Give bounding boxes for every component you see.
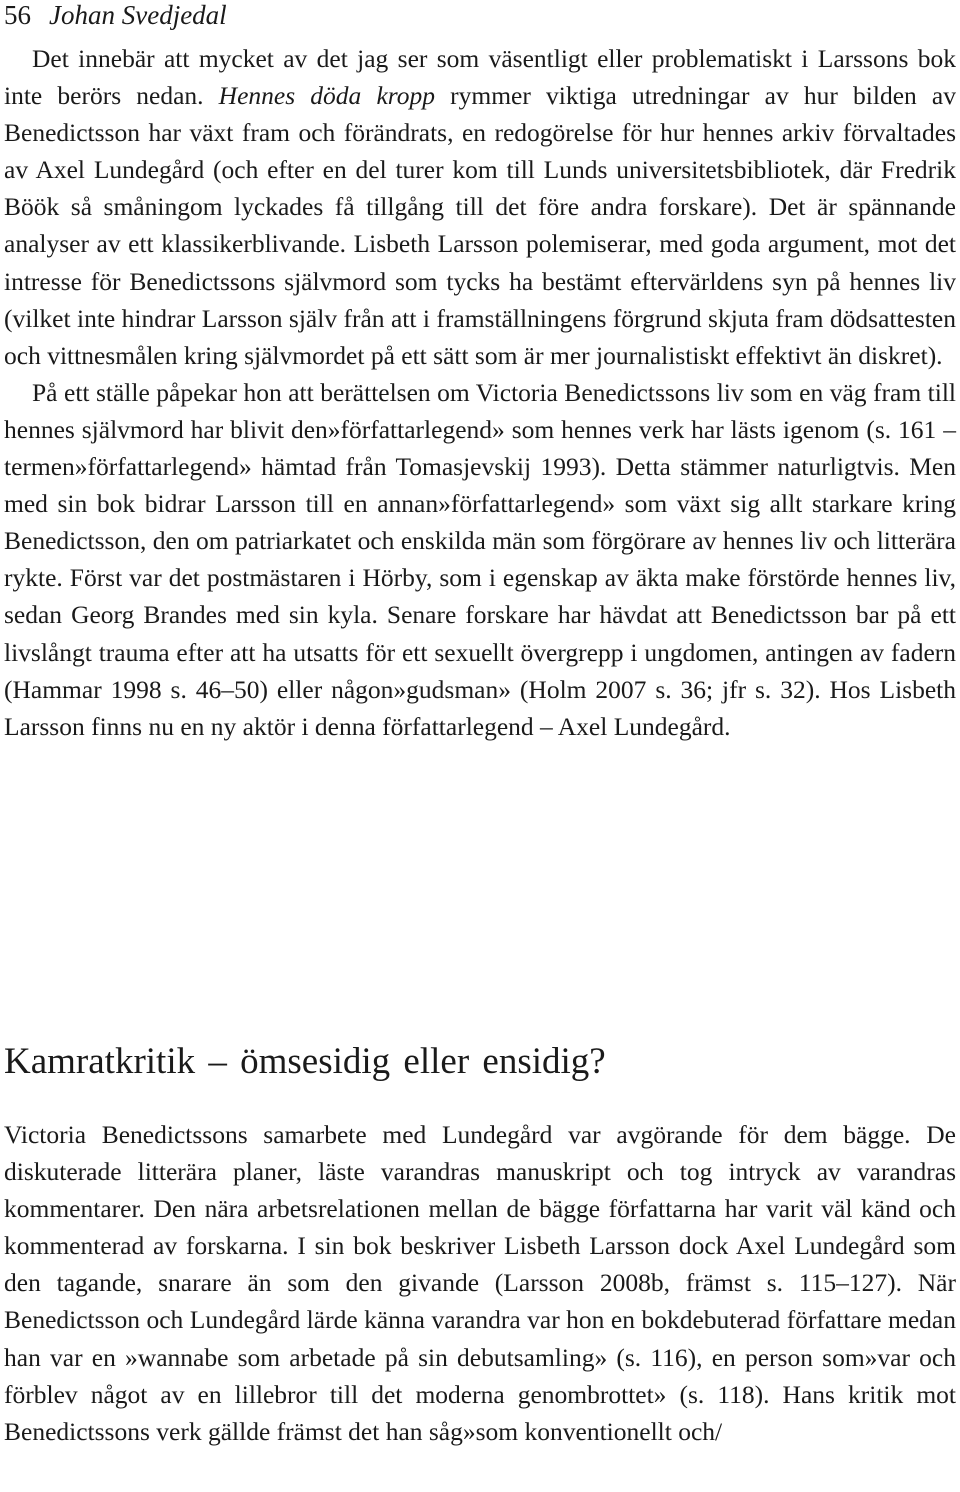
body-section-2 [4,1116,956,1450]
body-section-1 [4,40,956,745]
page [4,0,956,1446]
book-title-italic: Hennes döda kropp [218,81,435,111]
text-run: rymmer viktiga utredningar av hur bilden av Benedictsson har växt fram och förändrats, en redogörelse för hur hennes arkiv förvaltades av Axel Lundegård (och efter en del turer kom till Lunds universitetsbibliotek, där Fredrik Böök så småningom lyckades få tillgång till det före andra forskare). Det är spännande analyser av ett klassikerblivande. Lisbeth Larsson polemiserar, med goda argument, mot det intresse för Benedictssons självmord som tycks ha bestämt eftervärldens syn på hennes liv (vilket inte hindrar Larsson själv från att i framställningens förgrund skjuta fram dödsattesten och vittnesmålen kring självmordet på ett sätt som är mer journalistiskt effektivt än diskret). [4,81,956,370]
text-run: Det innebär att mycket av det jag ser som väsentligt eller problematiskt i Larssons bok inte berörs nedan. [4,44,956,111]
running-header [4,0,956,34]
section-heading: Kamratkritik – ömsesidig eller ensidig? [4,1041,606,1082]
paragraph [4,40,956,374]
text-run: Victoria Benedictssons samarbete med Lundegård var avgörande för dem bägge. De diskuterade litterära planer, läste varandras manuskript och tog intryck av varandras kommentarer. Den nära arbetsrelationen mellan de bägge författarna har varit väl känd och kommenterad av forskarna. I sin bok beskriver Lisbeth Larsson dock Axel Lundegård som den tagande, snarare än som den givande (Larsson 2008b, främst s. 115–127). När Benedictsson och Lundegård lärde känna varandra var hon en bokdebuterad författare medan han var en »wannabe som arbetade på sin debutsamling» (s. 116), en person som»var och förblev något av en lillebror till det moderna genombrottet» (s. 118). Hans kritik mot Benedictssons verk gällde främst det han såg»som konventionellt och/ [4,1120,956,1446]
paragraph [4,1116,956,1450]
header-author: Johan Svedjedal [49,0,227,30]
text-run: På ett ställe påpekar hon att berättelsen om Victoria Benedictssons liv som en väg fram till hennes självmord har blivit den»författarlegend» som hennes verk har lästs igenom (s. 161 – termen»författarlegend» hämtad från Tomasjevskij 1993). Detta stämmer naturligtvis. Men med sin bok bidrar Larsson till en annan»författarlegend» som växt sig allt starkare kring Benedictsson, den om patriarkatet och enskilda män som förgörare av hennes liv och litterära rykte. Först var det postmästaren i Hörby, som i egenskap av äkta make förstörde hennes liv, sedan Georg Brandes med sin kyla. Senare forskare har hävdat att Benedictsson bar på ett livslångt trauma efter att ha utsatts för ett sexuellt övergrepp i ungdomen, antingen av fadern (Hammar 1998 s. 46–50) eller någon»gudsman» (Holm 2007 s. 36; jfr s. 32). Hos Lisbeth Larsson finns nu en ny aktör i denna författarlegend – Axel Lundegård. [4,377,956,741]
page-number: 56 [4,0,31,30]
paragraph [4,374,956,745]
